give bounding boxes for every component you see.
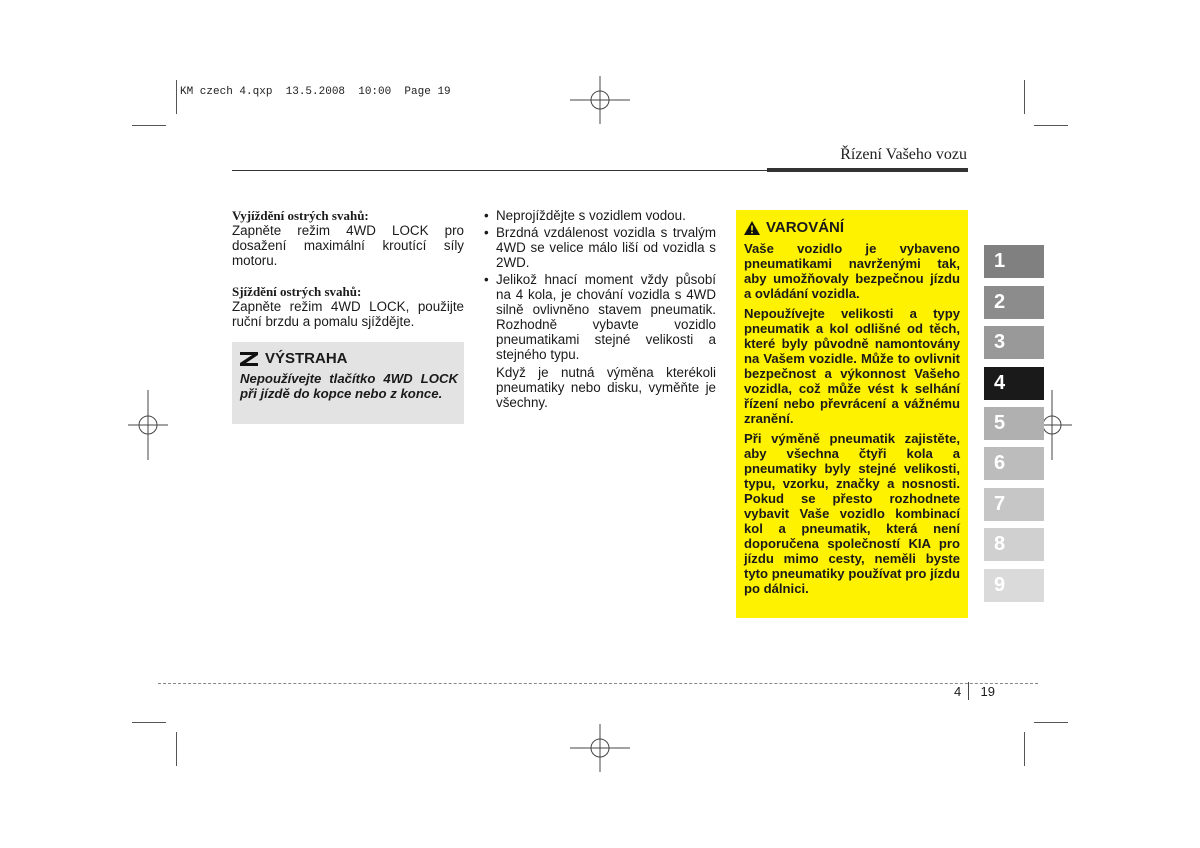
page-number-separator	[968, 682, 969, 700]
chapter-tab-5[interactable]	[984, 407, 1044, 440]
header-rule-accent	[767, 168, 968, 172]
warning-paragraph: Při výměně pneumatik zajistěte, aby všechna čtyři kola a pneumatiky byly stejné velikosti, typu, vzorku, značky a nosnosti. Pokud se přesto rozhodnete vybavit Vaše vozidlo kombinací kol a pneumatik, která není doporučena společností KIA pro jízdu mimo cesty, neměli byste tyto pneumatiky používat pro jízdu po dálnici.	[744, 431, 960, 596]
warning-header	[744, 219, 844, 236]
print-slug: KM czech 4.qxp 13.5.2008 10:00 Page 19	[180, 86, 451, 98]
paragraph: Když je nutná výměna kterékoli pneumatiky nebo disku, vyměňte je všechny.	[496, 365, 716, 410]
caution-text: Nepoužívejte tlačítko 4WD LOCK při jízdě do kopce nebo z konce.	[240, 371, 458, 401]
bullet-list	[484, 208, 716, 362]
registration-mark-icon	[128, 390, 168, 460]
page-number	[954, 684, 995, 699]
chapter-number: 4	[954, 684, 962, 699]
crop-mark	[1034, 722, 1068, 723]
caution-title: VÝSTRAHA	[265, 350, 348, 367]
chapter-tab-6[interactable]	[984, 447, 1044, 480]
crop-mark	[1024, 80, 1025, 114]
crop-mark	[1024, 732, 1025, 766]
chapter-tab-9[interactable]	[984, 569, 1044, 602]
paragraph: Zapněte režim 4WD LOCK pro dosažení maximální kroutící síly motoru.	[232, 223, 464, 268]
column-1	[232, 208, 464, 329]
tab-label: 2	[994, 291, 1006, 313]
page-index: 19	[980, 684, 995, 699]
section-heading: Vyjíždění ostrých svahů:	[232, 208, 369, 223]
crop-mark	[132, 722, 166, 723]
tab-label: 4	[994, 372, 1006, 394]
registration-mark-icon	[570, 76, 630, 124]
registration-mark-icon	[570, 724, 630, 772]
crop-mark	[176, 732, 177, 766]
warning-box	[736, 210, 968, 618]
crop-mark	[1034, 125, 1068, 126]
tab-label: 7	[994, 493, 1006, 515]
tab-label: 3	[994, 331, 1006, 353]
warning-paragraph: Nepoužívejte velikosti a typy pneumatik a kol odlišné od těch, které byly původně namontovány na Vašem vozidle. Může to ovlivnit bezpečnost a výkonnost Vašeho vozidla, což může vést k selhání řízení nebo převrácení a vážnému zranění.	[744, 306, 960, 426]
warning-paragraph: Vaše vozidlo je vybaveno pneumatikami navrženými tak, aby umožňovaly bezpečnou jízdu a ovládání vozidla.	[744, 241, 960, 301]
caution-box	[232, 342, 464, 424]
caution-header	[240, 350, 348, 367]
section-heading: Sjíždění ostrých svahů:	[232, 284, 362, 299]
paragraph: Zapněte režim 4WD LOCK, použijte ruční brzdu a pomalu sjíždějte.	[232, 299, 464, 329]
chapter-tab-2[interactable]	[984, 286, 1044, 319]
chapter-tab-3[interactable]	[984, 326, 1044, 359]
warning-triangle-icon	[744, 221, 760, 235]
tab-label: 8	[994, 533, 1006, 555]
chapter-tab-4[interactable]	[984, 367, 1044, 400]
tab-label: 1	[994, 250, 1006, 272]
caution-zigzag-icon	[240, 352, 258, 366]
chapter-tab-8[interactable]	[984, 528, 1044, 561]
warning-text	[744, 241, 960, 601]
tab-label: 9	[994, 574, 1006, 596]
chapter-tab-7[interactable]	[984, 488, 1044, 521]
tab-label: 5	[994, 412, 1006, 434]
tab-label: 6	[994, 452, 1006, 474]
footer-rule	[158, 683, 1038, 684]
crop-mark	[132, 125, 166, 126]
warning-title: VAROVÁNÍ	[766, 219, 845, 236]
list-item: • Brzdná vzdálenost vozidla s trvalým 4WD se velice málo liší od vozidla s 2WD.	[484, 225, 716, 270]
list-item: • Jelikož hnací moment vždy působí na 4 kola, je chování vozidla s 4WD silně ovlivněno stavem pneumatik. Rozhodně vybavte vozidlo pneumatikami stejné velikosti a stejného typu.	[484, 272, 716, 362]
crop-mark	[176, 80, 177, 114]
column-2	[484, 208, 716, 410]
section-title: Řízení Vašeho vozu	[840, 146, 967, 163]
list-item: • Neprojíždějte s vozidlem vodou.	[484, 208, 716, 223]
chapter-tab-1[interactable]	[984, 245, 1044, 278]
